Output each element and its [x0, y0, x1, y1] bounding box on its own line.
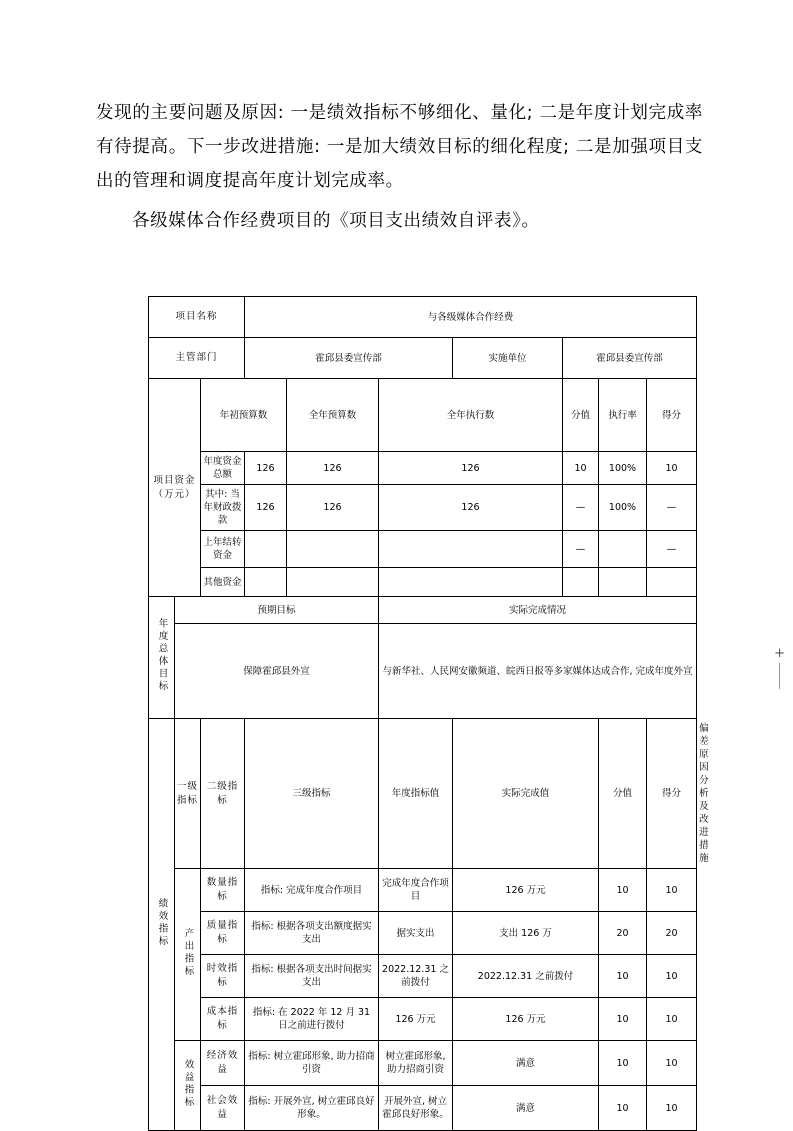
page-marker-bar — [779, 663, 780, 689]
page-scroll-marker — [774, 646, 785, 689]
value-score-value: 10 — [599, 1041, 647, 1086]
label-year-overall-target — [149, 597, 175, 719]
value-actual: 满意 — [453, 1041, 599, 1086]
value-level3: 指标: 根据各项支出时间据实支出 — [245, 955, 379, 998]
table-row — [149, 597, 697, 624]
value-actual: 126 万元 — [453, 869, 599, 912]
header-exec-rate: 执行率 — [599, 379, 647, 452]
cell-year-budget: 126 — [287, 485, 379, 531]
cell-begin-budget: 126 — [245, 485, 287, 531]
header-indicator-score-value: 分值 — [599, 719, 647, 869]
value-actual: 2022.12.31 之前拨付 — [453, 955, 599, 998]
value-score-value: 20 — [599, 912, 647, 955]
row-label-fiscal: 其中: 当年财政拨款 — [201, 485, 245, 531]
table-row — [149, 568, 697, 597]
value-score-value: 10 — [599, 1086, 647, 1131]
value-score: 10 — [647, 1086, 697, 1131]
header-level3: 三级指标 — [245, 719, 379, 869]
value-level3: 指标: 开展外宣, 树立霍邱良好形象。 — [245, 1086, 379, 1131]
cell-year-budget: 126 — [287, 452, 379, 485]
cell-exec-rate: 100% — [599, 452, 647, 485]
value-score: 10 — [647, 955, 697, 998]
row-label-carryover: 上年结转资金 — [201, 531, 245, 568]
value-implementer: 霍邱县委宣传部 — [563, 338, 697, 379]
cell-year-executed — [379, 531, 563, 568]
table-row — [149, 379, 697, 452]
value-level2: 时效指标 — [201, 955, 245, 998]
row-label-total-fund: 年度资金总额 — [201, 452, 245, 485]
cell-score: — — [647, 531, 697, 568]
value-level1-output-text: 产出指标 — [182, 927, 194, 978]
cell-begin-budget — [245, 568, 287, 597]
header-year-executed: 全年执行数 — [379, 379, 563, 452]
value-level2: 经济效益 — [201, 1041, 245, 1086]
value-level2: 社会效益 — [201, 1086, 245, 1131]
header-year-budget: 全年预算数 — [287, 379, 379, 452]
value-actual: 126 万元 — [453, 998, 599, 1041]
value-level1-output — [175, 869, 201, 1041]
value-expected-target: 保障霍邱县外宣 — [175, 624, 379, 719]
table-row — [149, 624, 697, 719]
cell-year-budget — [287, 531, 379, 568]
paragraph-2: 各级媒体合作经费项目的《项目支出绩效自评表》。 — [132, 211, 540, 231]
value-level1-benefit — [175, 1041, 201, 1131]
table-row — [149, 452, 697, 485]
cell-begin-budget — [245, 531, 287, 568]
performance-table-container — [148, 296, 709, 1131]
label-fund: 项目资金（万元） — [149, 379, 201, 597]
table-row — [149, 869, 697, 912]
value-level3: 指标: 根据各项支出额度据实支出 — [245, 912, 379, 955]
cell-exec-rate — [599, 531, 647, 568]
value-project-name: 与各级媒体合作经费 — [245, 297, 697, 338]
cell-year-executed: 126 — [379, 452, 563, 485]
cell-score-value: — — [563, 485, 599, 531]
table-row — [149, 297, 697, 338]
performance-self-evaluation-table — [148, 296, 709, 1131]
cell-year-executed: 126 — [379, 485, 563, 531]
cell-score-value: 10 — [563, 452, 599, 485]
table-row — [149, 912, 697, 955]
value-level3: 指标: 树立霍邱形象, 助力招商引资 — [245, 1041, 379, 1086]
paragraph-1: 发现的主要问题及原因: 一是绩效指标不够细化、量化; 二是年度计划完成率有待提高。下一步改进措施: 一是加大绩效目标的细化程度; 二是加强项目支出的管理和调度提高年度计划完成率。 — [96, 103, 703, 191]
header-score-value: 分值 — [563, 379, 599, 452]
cell-year-budget — [287, 568, 379, 597]
value-level1-benefit-text: 效益指标 — [182, 1058, 194, 1109]
label-project-name: 项目名称 — [149, 297, 245, 338]
value-score-value: 10 — [599, 955, 647, 998]
value-target: 据实支出 — [379, 912, 453, 955]
value-target: 树立霍邱形象, 助力招商引资 — [379, 1041, 453, 1086]
cell-exec-rate: 100% — [599, 485, 647, 531]
value-score: 10 — [647, 1041, 697, 1086]
table-row — [149, 998, 697, 1041]
value-score: 10 — [647, 998, 697, 1041]
value-level3: 指标: 在 2022 年 12 月 31 日之前进行拨付 — [245, 998, 379, 1041]
table-row — [149, 1041, 697, 1086]
label-implementer: 实施单位 — [453, 338, 563, 379]
cell-score: — — [647, 485, 697, 531]
value-target: 126 万元 — [379, 998, 453, 1041]
value-score: 10 — [647, 869, 697, 912]
label-perf-indicator — [149, 719, 175, 1131]
table-row — [149, 1086, 697, 1131]
value-actual: 满意 — [453, 1086, 599, 1131]
value-level3: 指标: 完成年度合作项目 — [245, 869, 379, 912]
label-dept: 主管部门 — [149, 338, 245, 379]
cell-begin-budget: 126 — [245, 452, 287, 485]
table-row: 绩效指标 一级指标 二级指标 三级指标 年度指标值 实际完成值 分值 得分 偏差原因分析及改进措施 — [149, 719, 697, 869]
value-actual-completion: 与新华社、人民网安徽频道、皖西日报等多家媒体达成合作, 完成年度外宣 — [379, 624, 697, 719]
value-score-value: 10 — [599, 998, 647, 1041]
value-actual: 支出 126 万 — [453, 912, 599, 955]
table-row — [149, 485, 697, 531]
value-level2: 成本指标 — [201, 998, 245, 1041]
value-target: 开展外宣, 树立霍邱良好形象。 — [379, 1086, 453, 1131]
table-row — [149, 338, 697, 379]
value-level2: 质量指标 — [201, 912, 245, 955]
value-target: 完成年度合作项目 — [379, 869, 453, 912]
label-year-overall-target-text: 年度总体目标 — [156, 618, 168, 693]
header-level1: 一级指标 — [175, 719, 201, 869]
header-actual-value: 实际完成值 — [453, 719, 599, 869]
cell-score-value: — — [563, 531, 599, 568]
table-row — [149, 531, 697, 568]
cell-score — [647, 568, 697, 597]
label-perf-indicator-text: 绩效指标 — [156, 897, 168, 948]
header-year-begin-budget: 年初预算数 — [201, 379, 287, 452]
table-row — [149, 955, 697, 998]
row-label-other-fund: 其他资金 — [201, 568, 245, 597]
value-level2: 数量指标 — [201, 869, 245, 912]
cell-year-executed — [379, 568, 563, 597]
header-annual-target-value: 年度指标值 — [379, 719, 453, 869]
page-marker-text: + — [774, 646, 785, 661]
header-actual-completion: 实际完成情况 — [379, 597, 697, 624]
header-indicator-score: 得分 — [647, 719, 697, 869]
cell-score-value — [563, 568, 599, 597]
value-dept: 霍邱县委宣传部 — [245, 338, 453, 379]
value-score: 20 — [647, 912, 697, 955]
header-score: 得分 — [647, 379, 697, 452]
header-expected-target: 预期目标 — [175, 597, 379, 624]
cell-exec-rate — [599, 568, 647, 597]
header-level2: 二级指标 — [201, 719, 245, 869]
value-target: 2022.12.31 之前拨付 — [379, 955, 453, 998]
cell-score: 10 — [647, 452, 697, 485]
value-score-value: 10 — [599, 869, 647, 912]
